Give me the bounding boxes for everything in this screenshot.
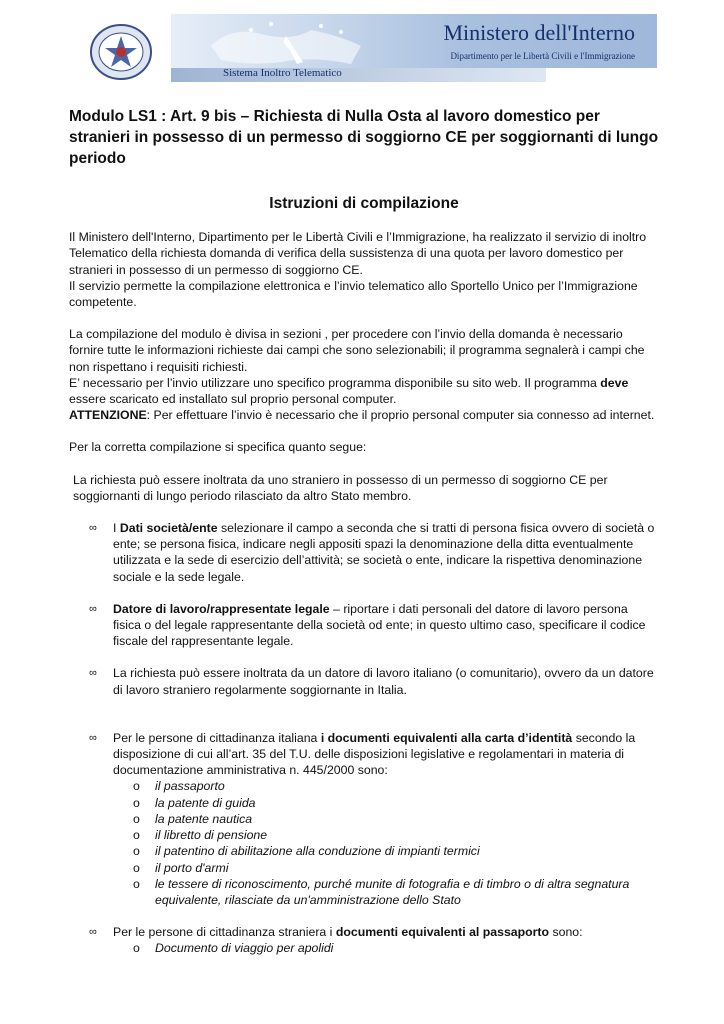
list-item: ∞ Per le persone di cittadinanza straniera i documenti equivalenti al passaporto sono: o Documento di viaggio per apolidi [69,924,659,956]
list-item: o il porto d'armi [133,860,229,875]
list-item: o la patente nautica [133,811,253,826]
intro-paragraph: Per la corretta compilazione si specifica quanto segue: [69,440,367,455]
document-body [69,106,659,957]
infinity-bullet-icon: ∞ [89,522,97,535]
list-item: ∞ La richiesta può essere inoltrata da un datore di lavoro italiano (o comunitario), ovvero da un datore di lavoro straniero regolarmente soggiornante in Italia. [89,666,654,697]
infinity-bullet-icon: ∞ [89,667,97,680]
intro-paragraph: Il servizio permette la compilazione elettronica e l’invio telematico allo Sportello Unico per l’Immigrazione competente. [69,278,638,310]
intro-paragraph: La richiesta può essere inoltrata da uno straniero in possesso di un permesso di soggiorno CE per soggiornanti di lungo periodo rilasciato da altro Stato membro. [73,472,608,503]
department-name: Dipartimento per le Libertà Civili e l'Immigrazione [450,51,635,61]
intro-paragraph: La compilazione del modulo è divisa in sezioni , per procedere con l’invio della domanda è necessario fornire tutte le informazioni richieste dai campi che sono selezionabili; il programma segnalerà i campi che non rispettano i requisiti richiesti. [69,327,645,374]
infinity-bullet-icon: ∞ [89,602,97,615]
intro-paragraph: E’ necessario per l’invio utilizzare uno specifico programma disponibile su sito web. Il programma deve essere scaricato ed installato sul proprio personal computer. [69,375,629,407]
attention-note: ATTENZIONE: Per effettuare l’invio è necessario che il proprio personal computer sia connesso ad internet. [69,408,655,423]
infinity-bullet-icon: ∞ [89,926,97,939]
instruction-list [69,520,659,956]
list-item: o Documento di viaggio per apolidi [133,941,334,956]
ministry-title: Ministero dell'Interno [443,20,635,45]
list-item: ∞ I Dati società/ente selezionare il campo a seconda che si tratti di persona fisica ovvero di società o ente; se persona fisica, indicare negli appositi spazi la denominazione della ditta eventualmente utilizzata e la sede di esercizio dell’attività; se società o ente, indicare la rispettiva denominazione sociale e la sede legale. [89,521,655,584]
list-item: ∞ Datore di lavoro/rappresentate legale – riportare i dati personali del datore di lavoro persona fisica o del legale rappresentante della società od ente; in questo ultimo caso, specificare il codice fiscale del rappresentante legale. [89,601,646,649]
document-subtitle: Istruzioni di compilazione [269,195,459,212]
list-item: ∞ Per le persone di cittadinanza italiana i documenti equivalenti alla carta d’identità secondo la disposizione di cui all’art. 35 del T.U. delle disposizioni legislative e regolamentari in materia di documentazione amministrativa n. 445/2000 sono: o il passaporto o la patente di guida o la patente nautica o il libretto di pensione o il patentino di abilitazione alla conduzione di impianti termici o il porto d'armi o le tessere di riconoscimento, purché munite di fotografia e di timbro o di altra segnatura equivalente, rilasciate da un'amministrazione dello Stato [69,730,659,908]
system-name: Sistema Inoltro Telematico [223,67,342,79]
list-item: o le tessere di riconoscimento, purché munite di fotografia e di timbro o di altra segnatura equivalente, rilasciate da un'amministrazione dello Stato [133,876,630,907]
list-item: o il patentino di abilitazione alla conduzione di impianti termici [133,844,480,859]
ministry-seal-icon [86,22,156,82]
list-item: o la patente di guida [133,795,256,810]
document-sublist [113,940,659,956]
ministry-banner [171,14,657,68]
document-title: Modulo LS1 : Art. 9 bis – Richiesta di Nulla Osta al lavoro domestico per stranieri in possesso di un permesso di soggiorno CE per soggiornanti di lungo periodo [69,108,659,167]
intro-paragraph: Il Ministero dell'Interno, Dipartimento per le Libertà Civili e l’Immigrazione, ha realizzato il servizio di inoltro Telematico della richiesta domanda di verifica della sussistenza di una quota per lavoro domestico per stranieri in possesso di un permesso di soggiorno CE. [69,230,647,277]
europe-map-icon [191,16,391,68]
list-item: o il libretto di pensione [133,828,268,843]
list-item: o il passaporto [133,779,225,794]
system-bar [171,68,546,82]
infinity-bullet-icon: ∞ [89,731,97,744]
page-header [68,14,657,82]
document-sublist [113,778,659,908]
